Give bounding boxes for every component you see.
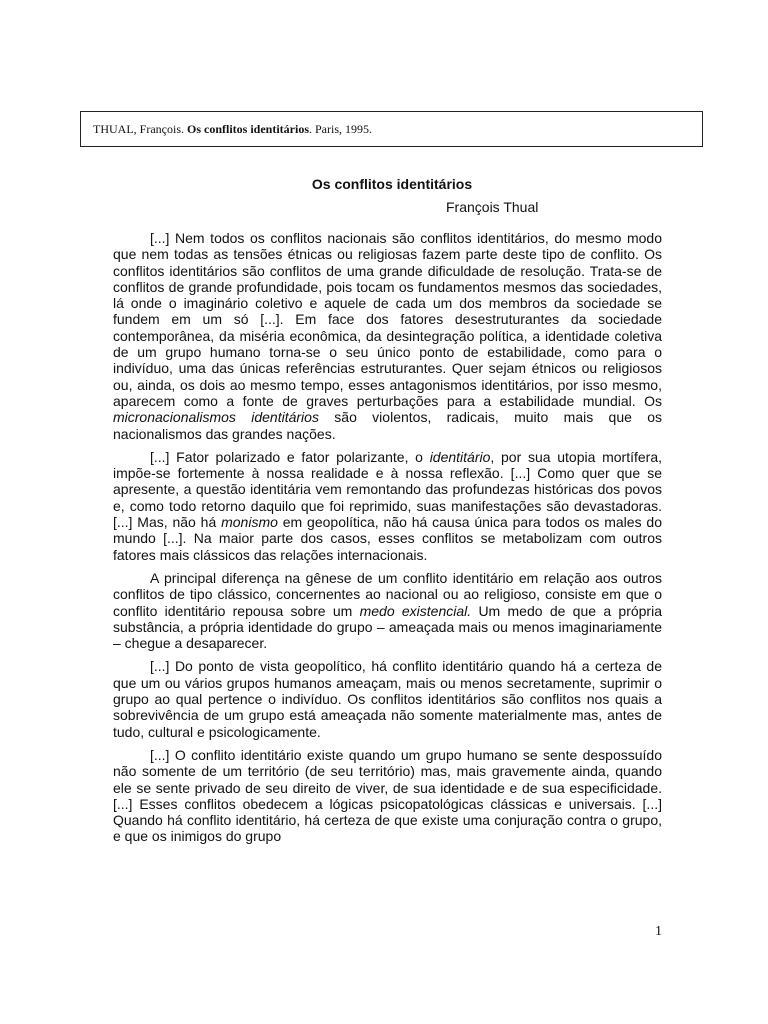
paragraph-1-emphasis: micronacionalismos identitários xyxy=(113,409,319,426)
citation-box xyxy=(80,111,703,147)
paragraph-4 xyxy=(113,658,662,739)
paragraph-5 xyxy=(113,747,662,845)
paragraph-1 xyxy=(113,230,662,442)
paragraph-2-text-b: , por sua utopia mortífera, impõe-se fortemente à nossa realidade e à nossa reflexão. [...] Como quer que se apresente, a questão identitária vem remontando das profundezas históricas dos povos e, como todo retorno daquilo que foi reprimido, suas manifestações são devastadoras. [...] Mas, não há xyxy=(113,448,662,531)
paragraph-4-text: [...] Do ponto de vista geopolítico, há conflito identitário quando há a certeza de que um ou vários grupos humanos ameaçam, mais ou menos secretamente, suprimir o grupo ao qual pertence o indivíduo. Os conflitos identitários são conflitos nos quais a sobrevivência de um grupo está ameaçada não somente materialmente mas, antes de tudo, cultural e psicologicamente. xyxy=(113,658,662,740)
paragraph-2-emphasis-2: monismo xyxy=(221,514,278,531)
citation-work-title: Os conflitos identitários xyxy=(186,122,309,136)
article-author: François Thual xyxy=(446,199,539,215)
paragraph-2 xyxy=(113,449,662,563)
paragraph-2-text-c: em geopolítica, não há causa única para todos os males do mundo [...]. Na maior parte dos casos, esses conflitos se metabolizam com outros fatores mais clássicos das relações internacionais. xyxy=(113,514,662,563)
paragraph-1-text-a: [...] Nem todos os conflitos nacionais são conflitos identitários, do mesmo modo que nem todas as tensões étnicas ou religiosas fazem parte deste tipo de conflito. Os conflitos identitários são conflitos de uma grande dificuldade de resolução. Trata-se de conflitos de grande profundidade, pois tocam os fundamentos mesmos das sociedades, lá onde o imaginário coletivo e aquele de cada um dos membros da sociedade se fundem em um só [...]. Em face dos fatores desestruturantes da sociedade contemporânea, da miséria econômica, da desintegração política, a identidade coletiva de um grupo humano torna-se o seu único ponto de estabilidade, como para o indivíduo, uma das únicas referências estruturantes. Quer sejam étnicos ou religiosos ou, ainda, os dois ao mesmo tempo, esses antagonismos identitários, por isso mesmo, aparecem como a fonte de graves perturbações para a estabilidade mundial. Os xyxy=(113,230,662,409)
paragraph-3-text-b: Um medo de que a própria substância, a própria identidade do grupo – ameaçada mais ou menos imaginariamente – chegue a desaparecer. xyxy=(113,602,662,652)
paragraph-3-emphasis: medo existencial. xyxy=(359,602,472,619)
paragraph-5-text: [...] O conflito identitário existe quando um grupo humano se sente despossuído não somente de um território (de seu território) mas, mais gravemente ainda, quando ele se sente privado de seu direito de viver, de sua identidade e de sua especificidade. [...] Esses conflitos obedecem a lógicas psicopatológicas clássicas e universais. [...] Quando há conflito identitário, há certeza de que existe uma conjuração contra o grupo, e que os inimigos do grupo xyxy=(113,746,662,845)
article-body xyxy=(113,230,662,852)
paragraph-2-emphasis-1: identitário xyxy=(429,448,491,465)
paragraph-3-text-a: A principal diferença na gênese de um conflito identitário em relação aos outros conflitos de tipo clássico, concernentes ao nacional ou ao religioso, consiste em que o conflito identitário repousa sobre um xyxy=(113,569,662,619)
paragraph-1-text-b: são violentos, radicais, muito mais que os nacionalismos das grandes nações. xyxy=(113,409,663,442)
article-title: Os conflitos identitários xyxy=(311,176,473,192)
citation-author: THUAL, François. xyxy=(93,122,184,136)
citation-place-year: . Paris, 1995. xyxy=(308,122,372,136)
paragraph-2-text-a: [...] Fator polarizado e fator polarizante, o xyxy=(150,448,430,465)
page-number: 1 xyxy=(655,924,662,939)
paragraph-3 xyxy=(113,570,662,651)
